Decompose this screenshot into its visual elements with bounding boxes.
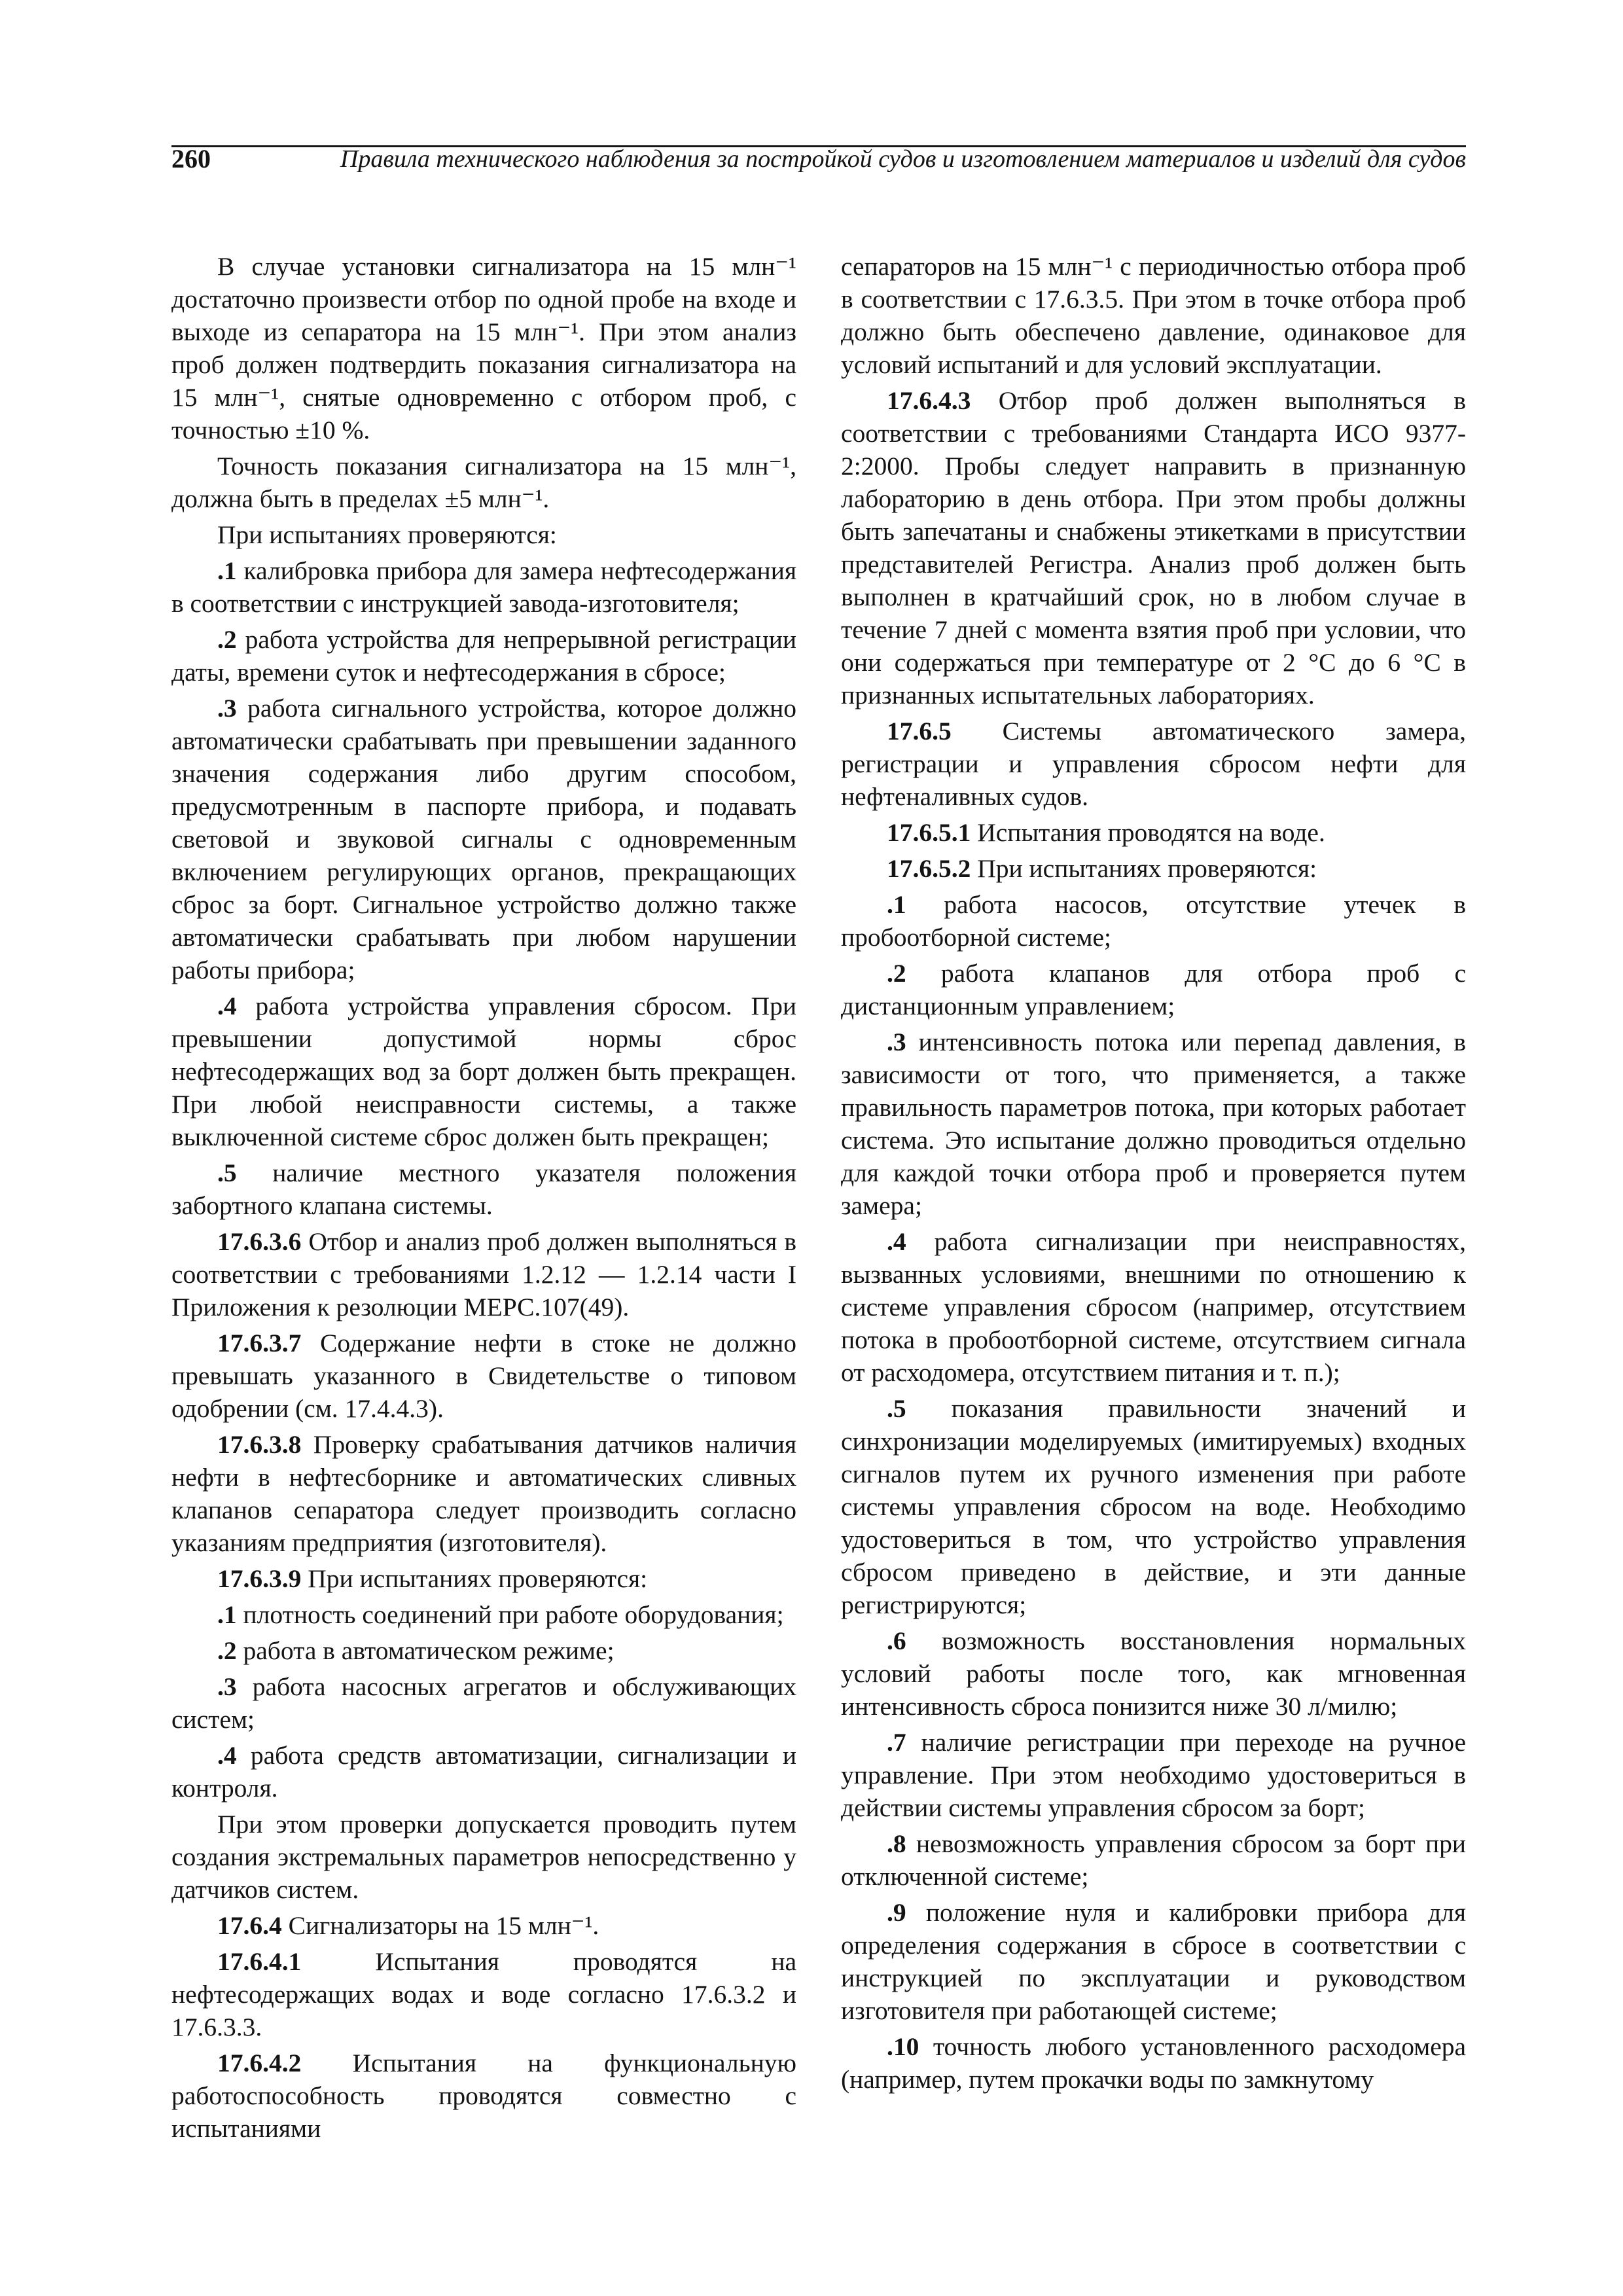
paragraph-text: работа сигнального устройства, которое должно автоматически срабатывать при превышении заданного значения содержания либо другим способом, предусмотренным в паспорте прибора, и подавать световой и звуковой сигналы с одновременным включением регулирующих органов, прекращающих сброс за борт. Сигнальное устройство должно также автоматически срабатывать при любом нарушении работы прибора; bbox=[171, 694, 796, 984]
paragraph bbox=[841, 1726, 1466, 1824]
paragraph bbox=[171, 1562, 796, 1595]
paragraph bbox=[841, 715, 1466, 813]
item-number: 17.6.5.1 bbox=[887, 818, 971, 847]
item-number: 17.6.4 bbox=[217, 1911, 282, 1940]
item-number: .1 bbox=[217, 1600, 237, 1629]
item-number: 17.6.3.9 bbox=[217, 1564, 302, 1593]
paragraph bbox=[841, 1827, 1466, 1893]
paragraph-text: положение нуля и калибровки прибора для определения содержания в сбросе в соответствии с инструкцией по эксплуатации и руководством изготовителя при работающей системе; bbox=[841, 1898, 1466, 2025]
item-number: .4 bbox=[217, 992, 237, 1020]
paragraph-text: При испытаниях проверяются: bbox=[977, 854, 1317, 883]
item-number: 17.6.3.8 bbox=[217, 1430, 302, 1459]
paragraph bbox=[841, 2030, 1466, 2096]
page-number: 260 bbox=[171, 144, 211, 173]
paragraph-text: Системы автоматического замера, регистрации и управления сбросом нефти для нефтеналивных судов. bbox=[841, 717, 1467, 811]
page-header bbox=[171, 143, 1466, 173]
paragraph bbox=[841, 1896, 1466, 2027]
item-number: .10 bbox=[887, 2032, 919, 2061]
paragraph bbox=[171, 1945, 796, 2043]
paragraph bbox=[171, 1157, 796, 1222]
paragraph-text: невозможность управления сбросом за борт при отключенной системе; bbox=[841, 1829, 1467, 1891]
paragraph bbox=[171, 623, 796, 689]
paragraph bbox=[171, 1598, 796, 1631]
paragraph-text: работа сигнализации при неисправностях, вызванных условиями, внешними по отношению к системе управления сбросом (например, отсутствием потока в пробоотборной системе, отсутствием сигнала от расходомера, отсутствием питания и т. п.); bbox=[841, 1227, 1466, 1387]
item-number: .5 bbox=[217, 1158, 237, 1187]
item-number: 17.6.4.3 bbox=[887, 386, 971, 415]
paragraph bbox=[841, 250, 1466, 381]
paragraph-text: Испытания проводятся на воде. bbox=[977, 818, 1325, 847]
paragraph-text: При испытаниях проверяются: bbox=[217, 520, 557, 549]
paragraph-text: При этом проверки допускается проводить путем создания экстремальных параметров непосредственно у датчиков систем. bbox=[171, 1810, 796, 1904]
item-number: .2 bbox=[217, 625, 237, 654]
item-number: 17.6.4.1 bbox=[217, 1947, 302, 1976]
paragraph-text: Содержание нефти в стоке не должно превышать указанного в Свидетельстве о типовом одобрении (см. 17.4.4.3). bbox=[171, 1329, 796, 1423]
item-number: .9 bbox=[887, 1898, 906, 1927]
paragraph-text: возможность восстановления нормальных условий работы после того, как мгновенная интенсивность сброса понизится ниже 30 л/милю; bbox=[841, 1626, 1467, 1721]
item-number: 17.6.4.2 bbox=[217, 2049, 302, 2077]
item-number: .6 bbox=[887, 1626, 906, 1655]
paragraph-text: При испытаниях проверяются: bbox=[308, 1564, 648, 1593]
paragraph bbox=[841, 816, 1466, 849]
item-number: .3 bbox=[217, 1672, 237, 1701]
paragraph-text: В случае установки сигнализатора на 15 млн⁻¹ достаточно произвести отбор по одной пробе на входе и выходе из сепаратора на 15 млн⁻¹. При этом анализ проб должен подтвердить показания сигнализатора на 15 млн⁻¹, снятые одновременно с отбором проб, с точностью ±10 %. bbox=[171, 252, 796, 444]
paragraph-text: работа в автоматическом режиме; bbox=[243, 1636, 615, 1665]
paragraph bbox=[841, 1225, 1466, 1389]
paragraph bbox=[171, 518, 796, 551]
item-number: .2 bbox=[887, 959, 906, 988]
paragraph bbox=[171, 450, 796, 515]
paragraph bbox=[171, 1670, 796, 1736]
item-number: .4 bbox=[217, 1741, 237, 1770]
paragraph bbox=[841, 1392, 1466, 1621]
paragraph bbox=[171, 1808, 796, 1906]
paragraph-text: калибровка прибора для замера нефтесодержания в соответствии с инструкцией завода-изготовителя; bbox=[171, 556, 796, 618]
item-number: .1 bbox=[217, 556, 237, 585]
paragraph-text: Испытания проводятся на нефтесодержащих водах и воде согласно 17.6.3.2 и 17.6.3.3. bbox=[171, 1947, 796, 2041]
item-number: 17.6.3.6 bbox=[217, 1227, 302, 1256]
item-number: .8 bbox=[887, 1829, 906, 1858]
right-column bbox=[841, 250, 1466, 2099]
paragraph-text: работа клапанов для отбора проб с дистанционным управлением; bbox=[841, 959, 1466, 1020]
paragraph bbox=[171, 692, 796, 986]
paragraph-text: точность любого установленного расходомера (например, путем прокачки воды по замкнутому bbox=[841, 2032, 1467, 2094]
paragraph-text: Проверку срабатывания датчиков наличия нефти в нефтесборнике и автоматических сливных клапанов сепаратора следует производить согласно указаниям предприятия (изготовителя). bbox=[171, 1430, 796, 1557]
paragraph-text: интенсивность потока или перепад давления, в зависимости от того, что применяется, а также правильность параметров потока, при которых работает система. Это испытание должно проводиться отдельно для каждой точки отбора проб и проверяется путем замера; bbox=[841, 1028, 1466, 1220]
paragraph bbox=[171, 2047, 796, 2145]
paragraph bbox=[841, 852, 1466, 885]
paragraph bbox=[841, 1026, 1466, 1222]
item-number: 17.6.5 bbox=[887, 717, 952, 745]
paragraph bbox=[171, 1634, 796, 1667]
running-title: Правила технического наблюдения за постройкой судов и изготовлением материалов и изделий для судов bbox=[340, 145, 1466, 173]
item-number: .5 bbox=[887, 1394, 906, 1423]
paragraph bbox=[171, 1428, 796, 1559]
item-number: .3 bbox=[887, 1028, 906, 1056]
paragraph-text: работа насосных агрегатов и обслуживающих систем; bbox=[171, 1672, 797, 1734]
paragraph bbox=[171, 990, 796, 1153]
paragraph bbox=[171, 1739, 796, 1804]
paragraph bbox=[841, 384, 1466, 711]
paragraph-text: Сигнализаторы на 15 млн⁻¹. bbox=[288, 1911, 599, 1940]
paragraph-text: показания правильности значений и синхронизации моделируемых (имитируемых) входных сигналов путем их ручного изменения при работе системы управления сбросом на воде. Необходимо удостовериться в том, что устройство управления сбросом приведено в действие, и эти данные регистрируются; bbox=[841, 1394, 1467, 1619]
paragraph bbox=[171, 1909, 796, 1942]
paragraph-text: плотность соединений при работе оборудования; bbox=[243, 1600, 784, 1629]
item-number: .1 bbox=[887, 890, 906, 919]
paragraph bbox=[841, 957, 1466, 1022]
paragraph bbox=[841, 888, 1466, 954]
paragraph bbox=[171, 250, 796, 446]
paragraph-text: Испытания на функциональную работоспособность проводятся совместно с испытаниями bbox=[171, 2049, 796, 2143]
paragraph-text: Отбор и анализ проб должен выполняться в соответствии с требованиями 1.2.12 — 1.2.14 части I Приложения к резолюции МЕРС.107(49). bbox=[171, 1227, 797, 1321]
paragraph bbox=[171, 1225, 796, 1323]
paragraph bbox=[171, 1327, 796, 1425]
left-column bbox=[171, 250, 796, 2148]
item-number: 17.6.3.7 bbox=[217, 1329, 302, 1357]
paragraph-text: наличие местного указателя положения забортного клапана системы. bbox=[171, 1158, 796, 1220]
item-number: .7 bbox=[887, 1728, 906, 1757]
paragraph-text: Отбор проб должен выполняться в соответствии с требованиями Стандарта ИСО 9377-2:2000. Пробы следует направить в признанную лабораторию в день отбора. При этом пробы должны быть запечатаны и снабжены этикетками в присутствии представителей Регистра. Анализ проб должен быть выполнен в кратчайший срок, но в любом случае в течение 7 дней с момента взятия проб при условии, что они содержаться при температуре от 2 °С до 6 °С в признанных испытательных лабораториях. bbox=[841, 386, 1467, 709]
paragraph-text: наличие регистрации при переходе на ручное управление. При этом необходимо удостовериться в действии системы управления сбросом за борт; bbox=[841, 1728, 1466, 1822]
paragraph-text: работа насосов, отсутствие утечек в пробоотборной системе; bbox=[841, 890, 1466, 952]
item-number: .2 bbox=[217, 1636, 237, 1665]
paragraph-text: работа средств автоматизации, сигнализации и контроля. bbox=[171, 1741, 796, 1803]
item-number: .3 bbox=[217, 694, 237, 723]
item-number: 17.6.5.2 bbox=[887, 854, 971, 883]
paragraph bbox=[171, 554, 796, 620]
item-number: .4 bbox=[887, 1227, 906, 1256]
paragraph-text: Точность показания сигнализатора на 15 млн⁻¹, должна быть в пределах ±5 млн⁻¹. bbox=[171, 452, 796, 513]
paragraph-text: работа устройства управления сбросом. При превышении допустимой нормы сброс нефтесодержащих вод за борт должен быть прекращен. При любой неисправности системы, а также выключенной системе сброс должен быть прекращен; bbox=[171, 992, 797, 1151]
paragraph-text: работа устройства для непрерывной регистрации даты, времени суток и нефтесодержания в сбросе; bbox=[171, 625, 797, 687]
paragraph-text: сепараторов на 15 млн⁻¹ с периодичностью отбора проб в соответствии с 17.6.3.5. При этом в точке отбора проб должно быть обеспечено давление, одинаковое для условий испытаний и для условий эксплуатации. bbox=[841, 252, 1466, 379]
paragraph bbox=[841, 1624, 1466, 1723]
